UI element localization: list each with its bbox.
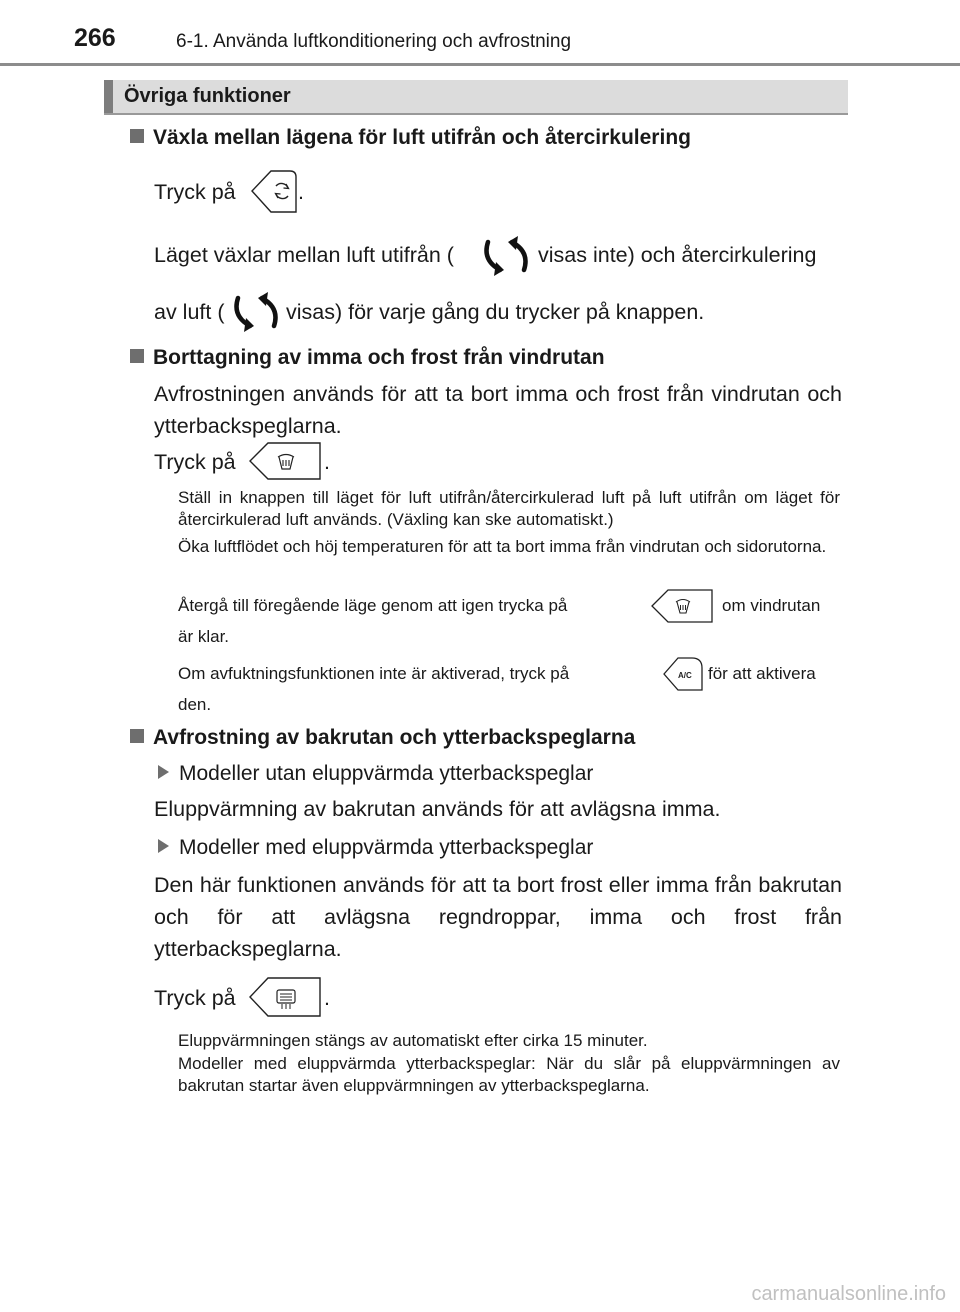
defog-note-4c: den. xyxy=(178,695,212,714)
recirc-desc-1b: visas inte) och återcirkulering xyxy=(538,243,817,267)
heading-recirculation: Växla mellan lägena för luft utifrån och återcirkulering xyxy=(130,126,691,150)
ac-button-label: A/C xyxy=(678,671,692,680)
model-without-heated-mirrors: Modeller utan eluppvärmda ytterbackspeglar xyxy=(158,762,593,786)
defog-note-1: Ställ in knappen till läget för luft utifrån/återcirkulerad luft på luft utifrån om läget för återcirkulerad luft används. (Växling kan ske automatiskt.) xyxy=(178,488,840,529)
section-title: Övriga funktioner xyxy=(124,85,291,107)
rear-desc-with: Den här funktionen används för att ta bort frost eller imma från bakrutan och för att avlägsna regndroppar, imma och frost från ytterbackspeglarna. xyxy=(154,873,842,961)
recirc-desc-1a: Läget växlar mellan luft utifrån ( xyxy=(154,243,454,267)
defog-press-text: Tryck på xyxy=(154,450,236,474)
triangle-bullet-icon xyxy=(158,839,169,853)
rear-window-defogger-button-icon xyxy=(248,976,322,1018)
page-number: 266 xyxy=(74,24,116,52)
defog-note-2: Öka luftflödet och höj temperaturen för att ta bort imma från vindrutan och sidorutorna. xyxy=(178,537,827,556)
defog-note-4a: Om avfuktningsfunktionen inte är aktiverad, tryck på xyxy=(178,664,570,683)
section-title-bar xyxy=(104,80,113,113)
heading-windshield-defog: Borttagning av imma och frost från vindrutan xyxy=(130,346,605,370)
recirc-desc-2a: av luft ( xyxy=(154,300,225,324)
defog-description: Avfrostningen används för att ta bort imma och frost från vindrutan och ytterbackspeglarna. xyxy=(154,382,842,438)
header-divider xyxy=(0,63,960,66)
section-title-box xyxy=(104,80,848,115)
recirc-press-dot: . xyxy=(298,180,304,204)
defog-press-dot: . xyxy=(324,450,330,474)
ac-button-icon xyxy=(662,656,706,692)
model-with-heated-mirrors: Modeller med eluppvärmda ytterbackspeglar xyxy=(158,836,593,860)
watermark-footer: carmanualsonline.info xyxy=(751,1283,946,1305)
square-bullet-icon xyxy=(130,729,144,743)
recirculation-indicator-icon xyxy=(480,232,532,282)
rear-press-dot: . xyxy=(324,986,330,1010)
recirculation-button-icon xyxy=(250,168,300,214)
square-bullet-icon xyxy=(130,349,144,363)
windshield-defroster-button-icon-small xyxy=(650,588,714,624)
rear-note-1: Eluppvärmningen stängs av automatiskt efter cirka 15 minuter. xyxy=(178,1031,648,1050)
triangle-bullet-icon xyxy=(158,765,169,779)
windshield-defroster-button-icon xyxy=(248,441,322,481)
recirculation-indicator-icon-active xyxy=(230,288,282,338)
rear-press-text: Tryck på xyxy=(154,986,236,1010)
rear-desc-without: Eluppvärmning av bakrutan används för att avlägsna imma. xyxy=(154,797,721,821)
defog-note-3c: är klar. xyxy=(178,627,230,646)
defog-note-3a: Återgå till föregående läge genom att igen trycka på xyxy=(178,596,568,615)
recirc-press-text: Tryck på xyxy=(154,180,236,204)
defog-note-3b: om vindrutan xyxy=(722,596,821,615)
rear-note-2: Modeller med eluppvärmda ytterbackspeglar: När du slår på eluppvärmningen av bakrutan startar även eluppvärmningen av ytterbackspeglarna. xyxy=(178,1054,840,1095)
defog-note-4b: för att aktivera xyxy=(708,664,816,683)
recirc-desc-2b: visas) för varje gång du trycker på knappen. xyxy=(286,300,705,324)
square-bullet-icon xyxy=(130,129,144,143)
heading-rear-window-defog: Avfrostning av bakrutan och ytterbackspeglarna xyxy=(130,726,635,750)
chapter-title: 6-1. Använda luftkonditionering och avfrostning xyxy=(176,31,572,52)
